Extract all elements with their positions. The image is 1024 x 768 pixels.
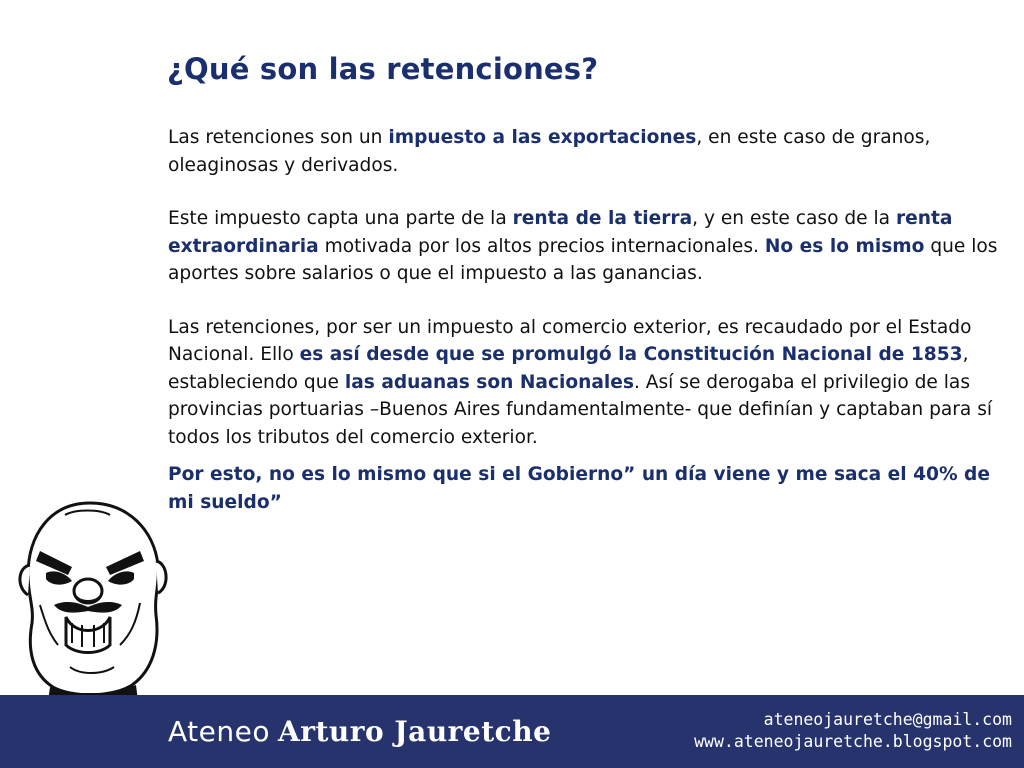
brand-first-word: Ateneo	[168, 715, 270, 748]
p1-seg-0: Las retenciones son un	[168, 127, 389, 148]
closing-statement: Por esto, no es lo mismo que si el Gobierno” un día viene y me saca el 40% de mi sueldo”	[168, 464, 990, 513]
brand-name: Arturo Jauretche	[277, 715, 552, 748]
p2-seg-3: renta extraordinaria	[168, 208, 953, 257]
footer-email: ateneojauretche@gmail.com	[763, 710, 1012, 729]
footer-bar	[0, 695, 1024, 768]
p2-seg-2: , y en este caso de la	[692, 208, 896, 229]
p3-seg-2: , estableciendo que	[168, 344, 969, 393]
p1-seg-2: , en este caso de granos, oleaginosas y derivados.	[168, 127, 931, 176]
slide-title: ¿Qué son las retenciones?	[167, 52, 599, 86]
paragraph-2	[168, 205, 998, 288]
p2-seg-0: Este impuesto capta una parte de la	[168, 208, 513, 229]
p3-seg-1: es así desde que se promulgó la Constitución Nacional de 1853	[299, 344, 963, 365]
p2-seg-1: renta de la tierra	[512, 208, 693, 229]
footer-brand	[168, 715, 551, 748]
p3-seg-3: las aduanas son Nacionales	[344, 371, 634, 393]
p2-seg-4: motivada por los altos precios internacionales.	[318, 235, 765, 257]
footer-website: www.ateneojauretche.blogspot.com	[694, 732, 1012, 751]
paragraph-3	[168, 314, 998, 452]
p3-seg-4: . Así se derogaba el privilegio de las provincias portuarias –Buenos Aires fundamentalmente- que definían y captaban para sí todos los tributos del comercio exterior.	[168, 371, 993, 448]
p1-seg-1: impuesto a las exportaciones	[388, 127, 697, 148]
p2-seg-5: No es lo mismo	[764, 235, 925, 257]
paragraph-1	[168, 124, 998, 179]
slide-body	[168, 124, 998, 516]
p2-seg-6: que los aportes sobre salarios o que el impuesto a las ganancias.	[168, 235, 998, 284]
footer-contact	[694, 709, 1012, 753]
p3-seg-0: Las retenciones, por ser un impuesto al comercio exterior, es recaudado por el Estado Nacional. Ello	[168, 316, 972, 365]
